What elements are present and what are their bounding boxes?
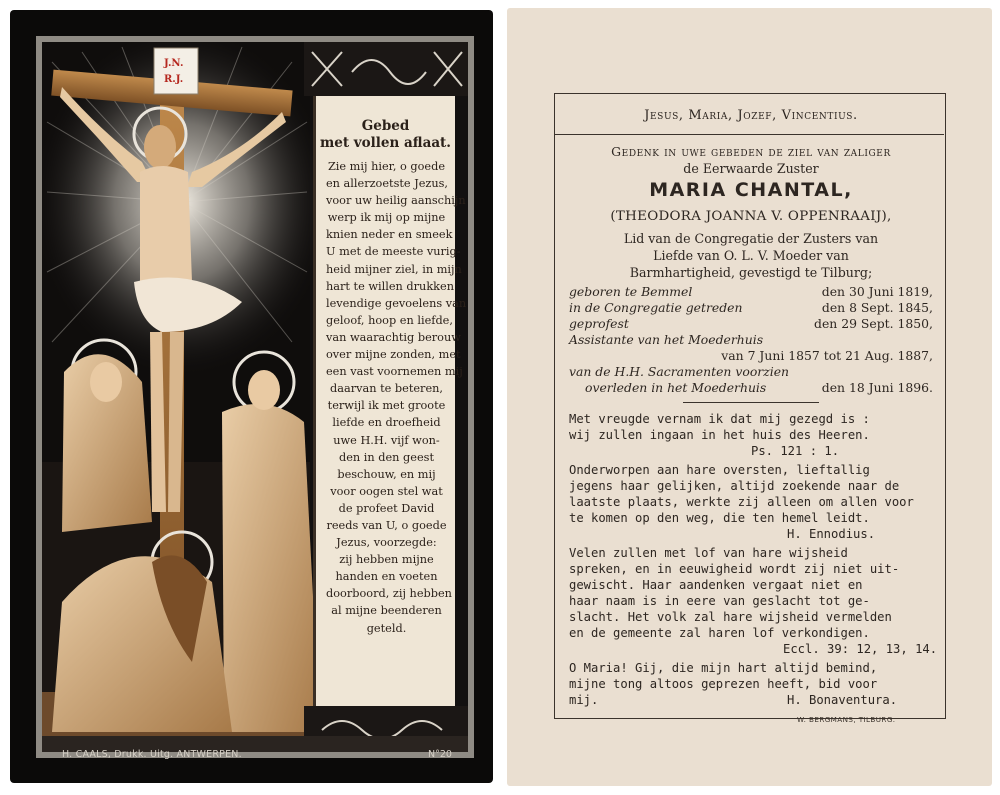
prayer-line: voor oogen stel wat [330,484,443,498]
prayer-line: over mijne zonden, met [326,348,461,362]
prayer-line: uwe H.H. vijf won- [333,433,440,447]
text-border [554,93,946,719]
header-line: Jesus, Maria, Jozef, Vincentius. [644,108,858,123]
congregation-line: Liefde van O. L. V. Moeder van [653,248,849,263]
prayer-line: een vast voornemen mij [326,365,463,379]
prayer-line: de profeet David [338,501,435,515]
quote-line: O Maria! Gij, die mijn hart altijd bemind, [569,661,878,675]
date-label: geprofest [569,316,629,331]
prayer-line: U met de meeste vurig- [326,245,461,259]
quote-reference: Eccl. 39: 12, 13, 14. [783,642,938,656]
quote-line: spreken, en in eeuwigheid wordt zij niet uit- [569,562,900,576]
prayer-line: Zie mij hier, o goede [327,160,446,173]
quote-line: mij. [569,693,599,707]
inri-sign [154,48,198,94]
date-value: den 29 Sept. 1850, [814,316,933,331]
prayer-line: handen en voeten [335,570,438,584]
sacraments-line: van de H.H. Sacramenten voorzien [569,364,790,379]
prayer-line: voor uw heilig aanschijn [326,194,466,208]
prayer-line: levendige gevoelens van [326,296,467,310]
prayer-line: terwijl ik met groote [327,399,446,413]
prayer-title: Gebed met vollen aflaat. [319,118,451,151]
prayer-line: liefde en droefheid [332,416,441,430]
quote-reference: H. Ennodius. [787,527,876,541]
deceased-name: MARIA CHANTAL, [649,179,853,201]
quote-line: en de gemeente zal haren lof verkondigen. [569,626,870,640]
congregation-line: Lid van de Congregatie der Zusters van [623,231,879,246]
prayer-line: hart te willen drukken [326,279,454,293]
date-value: den 30 Juni 1819, [821,284,933,299]
prayer-line: werp ik mij op mijne [327,211,446,225]
prayer-line: knien neder en smeek [326,228,453,242]
quote-line: te komen op den weg, die ten hemel leidt. [569,511,870,525]
prayer-line: beschouw, en mij [337,467,436,481]
quote-line: laatste plaats, werkte zij alleen om allen voor [569,495,914,509]
quote-line: jegens haar gelijken, altijd zoekende naar de [569,479,900,493]
quote-line: mijne tong altoos geprezen heeft, bid voor [569,677,878,691]
date-value: den 8 Sept. 1845, [821,300,933,315]
prayer-line: van waarachtig berouw [326,330,461,344]
quote-line: haar naam is in eere van geslacht tot ge- [569,594,870,608]
prayer-line: Jezus, voorzegde: [336,536,437,550]
quote-line: Met vreugde vernam ik dat mij gezegd is : [569,412,870,426]
prayer-line: heid mijner ziel, in mijn [326,262,462,276]
quote-line: slacht. Het volk zal hare wijsheid vermelden [569,610,892,624]
prayer-line: reeds van U, o goede [326,518,447,532]
card-frame [36,36,474,758]
prayer-line: zij hebben mijne [339,553,434,567]
quote-line: Velen zullen met lof van hare wijsheid [569,546,848,560]
death-date: den 18 Juni 1896. [821,380,933,395]
date-label: in de Congregatie getreden [569,300,743,315]
printer-imprint: W. BERGMANS, TILBURG. [797,715,896,724]
devotional-card-front [10,10,493,783]
quote-line: gewischt. Haar aandenken vergaat niet en [569,578,863,592]
quote-reference: H. Bonaventura. [787,693,898,707]
prayer-panel [313,96,467,706]
prayer-line: al mijne beenderen [331,604,442,618]
remember-line: Gedenk in uwe gebeden de ziel van zaliger [611,144,891,159]
congregation-line: Barmhartigheid, gevestigd te Tilburg; [629,265,873,280]
quote-line: wij zullen ingaan in het huis des Heeren. [569,428,870,442]
prayer-line: doorboord, zij hebben [326,587,452,601]
assistant-period: van 7 Juni 1857 tot 21 Aug. 1887, [721,348,933,363]
printer-imprint: H. CAALS, Drukk. Uitg. ANTWERPEN. [62,749,242,760]
prayer-line: geloof, hoop en liefde, [326,313,453,327]
inri-line-2: R.J. [164,74,184,85]
quote-line: Onderworpen aan hare oversten, lieftallig [569,463,870,477]
prayer-line: geteld. [366,621,407,635]
card-image-area [42,42,468,752]
prayer-line: daarvan te beteren, [330,382,443,396]
card-number: N°20 [428,749,452,760]
prayer-line: den in den geest [339,450,434,464]
title-line: de Eerwaarde Zuster [683,161,819,176]
inri-line-1: J.N. [164,58,184,69]
prayer-text [326,158,467,637]
divider [683,402,819,403]
quote-reference: Ps. 121 : 1. [751,444,840,458]
date-label: geboren te Bemmel [569,284,693,299]
death-label: overleden in het Moederhuis [585,380,767,395]
assistant-label: Assistante van het Moederhuis [569,332,764,347]
prayer-line: en allerzoetste Jezus, [326,177,449,191]
devotional-card-back [507,8,992,786]
birth-name: (THEODORA JOANNA V. OPPENRAAIJ), [610,209,892,224]
header-rule [555,134,944,135]
